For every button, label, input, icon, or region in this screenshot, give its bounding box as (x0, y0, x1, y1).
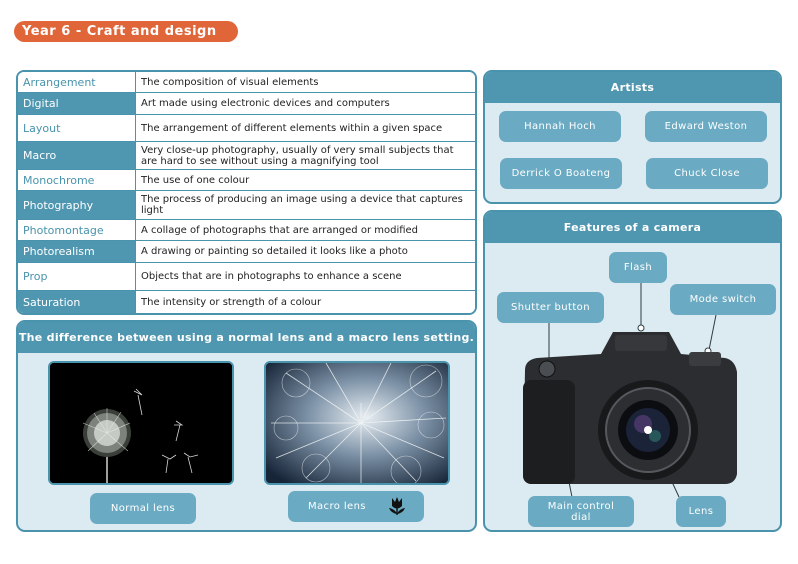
vocab-term: Monochrome (18, 170, 136, 190)
vocab-row (18, 72, 475, 93)
camera-panel (483, 210, 782, 532)
artist-chip: Edward Weston (645, 111, 767, 142)
vocab-definition: Very close-up photography, usually of very small subjects that are hard to see without using a magnifying tool (136, 142, 475, 169)
lens-panel (16, 320, 477, 532)
vocab-row (18, 241, 475, 263)
vocab-row (18, 263, 475, 291)
dandelion-image (50, 363, 232, 483)
lens-panel-title: The difference between using a normal lens and a macro lens setting. (18, 322, 475, 353)
artists-panel-title: Artists (485, 72, 780, 103)
macro-lens-label-text: Macro lens (308, 501, 366, 512)
vocab-term: Digital (18, 93, 136, 114)
vocab-row (18, 93, 475, 115)
vocab-term: Prop (18, 263, 136, 290)
vocab-term: Photomontage (18, 220, 136, 240)
vocab-row (18, 291, 475, 313)
vocab-definition: The composition of visual elements (136, 72, 475, 92)
shutter-button-label: Shutter button (497, 292, 604, 323)
normal-lens-label: Normal lens (90, 493, 196, 524)
vocab-row (18, 115, 475, 142)
vocab-term: Layout (18, 115, 136, 141)
vocab-definition: The intensity or strength of a colour (136, 291, 475, 313)
vocab-term: Arrangement (18, 72, 136, 92)
flash-label: Flash (609, 252, 667, 283)
macro-lens-label (288, 491, 424, 522)
tulip-icon (386, 496, 408, 519)
artists-panel (483, 70, 782, 204)
vocab-term: Photorealism (18, 241, 136, 262)
artist-chip: Chuck Close (646, 158, 768, 189)
vocab-definition: Objects that are in photographs to enhance a scene (136, 263, 475, 290)
mode-switch-label: Mode switch (670, 284, 776, 315)
vocab-row (18, 191, 475, 220)
vocab-row (18, 170, 475, 191)
macro-lens-photo (264, 361, 450, 485)
vocabulary-table (16, 70, 477, 315)
artist-chip: Hannah Hoch (499, 111, 621, 142)
vocab-row (18, 142, 475, 170)
vocab-definition: The process of producing an image using a device that captures light (136, 191, 475, 219)
vocab-definition: The arrangement of different elements within a given space (136, 115, 475, 141)
vocab-term: Saturation (18, 291, 136, 313)
vocab-row (18, 220, 475, 241)
lens-label: Lens (676, 496, 726, 527)
page-title: Year 6 - Craft and design (14, 21, 238, 42)
vocab-term: Photography (18, 191, 136, 219)
main-control-dial-label: Main control dial (528, 496, 634, 527)
vocab-definition: A collage of photographs that are arranged or modified (136, 220, 475, 240)
normal-lens-photo (48, 361, 234, 485)
vocab-term: Macro (18, 142, 136, 169)
vocab-definition: The use of one colour (136, 170, 475, 190)
camera-panel-title: Features of a camera (485, 212, 780, 243)
vocab-definition: A drawing or painting so detailed it looks like a photo (136, 241, 475, 262)
vocab-definition: Art made using electronic devices and computers (136, 93, 475, 114)
dandelion-macro-image (266, 363, 448, 483)
artist-chip: Derrick O Boateng (500, 158, 622, 189)
